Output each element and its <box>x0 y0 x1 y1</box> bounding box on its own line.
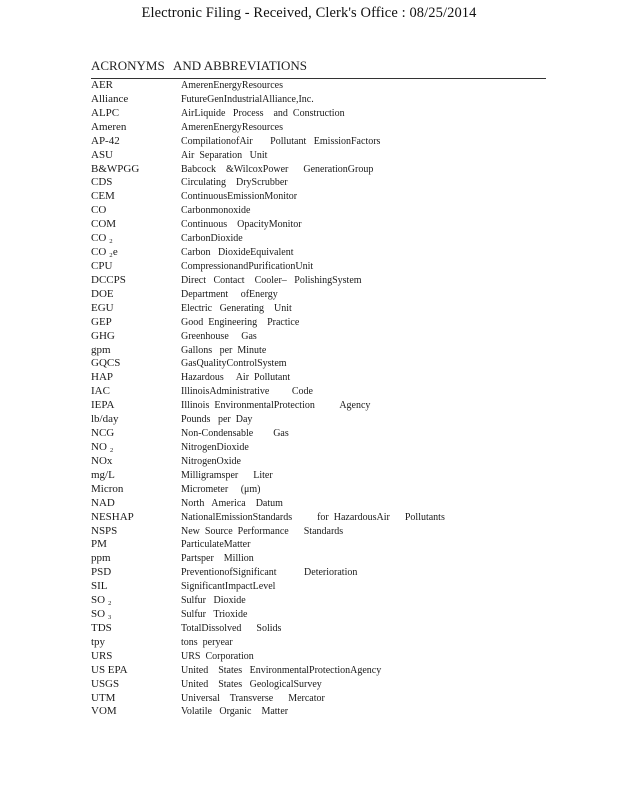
acronym-term: Alliance <box>91 92 129 105</box>
acronym-term: US EPA <box>91 663 128 676</box>
acronym-definition: Volatile Organic Matter <box>181 706 289 718</box>
acronym-definition: Direct Contact Cooler– PolishingSystem <box>181 274 362 286</box>
acronym-definition: North America Datum <box>181 497 283 509</box>
acronym-definition: Micrometer (μm) <box>181 483 261 495</box>
acronym-definition: Continuous OpacityMonitor <box>181 219 302 231</box>
acronym-term: Ameren <box>91 120 127 133</box>
acronym-term: ASU <box>91 148 114 161</box>
acronym-term: EGU <box>91 301 114 314</box>
acronym-term: mg/L <box>91 468 115 481</box>
acronym-row <box>91 441 546 455</box>
acronym-term: NO ₂ <box>91 440 114 453</box>
acronym-definition: Carbon DioxideEquivalent <box>181 247 294 259</box>
acronym-row <box>91 135 546 149</box>
acronym-definition: Non-Condensable Gas <box>181 428 289 440</box>
acronym-row <box>91 371 546 385</box>
acronym-row <box>91 636 546 650</box>
acronym-definition: Department ofEnergy <box>181 288 278 300</box>
acronym-definition: Gallons per Minute <box>181 344 267 356</box>
acronym-definition: Sulfur Trioxide <box>181 609 248 621</box>
acronym-definition: Electric Generating Unit <box>181 302 292 314</box>
acronym-row <box>91 483 546 497</box>
acronym-row <box>91 260 546 274</box>
acronym-row <box>91 664 546 678</box>
acronym-term: PM <box>91 538 107 551</box>
acronym-definition: Greenhouse Gas <box>181 330 257 342</box>
acronym-term: ppm <box>91 552 111 565</box>
acronym-term: UTM <box>91 691 116 704</box>
acronym-row <box>91 608 546 622</box>
acronym-term: ALPC <box>91 106 120 119</box>
filing-header: Electronic Filing - Received, Clerk's Office : 08/25/2014 <box>141 5 477 21</box>
acronym-definition: ContinuousEmissionMonitor <box>181 191 298 203</box>
acronym-definition: URS Corporation <box>181 650 254 662</box>
acronym-definition: United States GeologicalSurvey <box>181 678 322 690</box>
acronym-term: NSPS <box>91 524 118 537</box>
acronym-definition: Hazardous Air Pollutant <box>181 372 291 384</box>
acronym-definition: AmerenEnergyResources <box>181 80 284 91</box>
acronym-definition: NationalEmissionStandards for HazardousAir Pollutants <box>181 511 445 523</box>
acronym-row <box>91 511 546 525</box>
acronym-definition: Pounds per Day <box>181 414 253 426</box>
acronym-term: CDS <box>91 176 113 189</box>
acronym-term: GHG <box>91 329 115 342</box>
acronym-term: USGS <box>91 677 120 690</box>
heading-acronyms: ACRONYMS <box>91 58 165 73</box>
acronym-term: VOM <box>91 705 117 718</box>
acronym-term: AP-42 <box>91 134 120 147</box>
acronym-row <box>91 232 546 246</box>
acronym-term: gpm <box>91 343 111 356</box>
acronym-term: COM <box>91 218 117 231</box>
acronym-row <box>91 176 546 190</box>
acronym-row <box>91 163 546 177</box>
acronym-definition: tons peryear <box>181 636 233 648</box>
acronym-term: tpy <box>91 635 106 648</box>
section-heading <box>91 56 546 79</box>
acronym-row <box>91 302 546 316</box>
acronym-row <box>91 705 546 719</box>
acronym-definition: Partsper Million <box>181 553 254 565</box>
acronym-row <box>91 455 546 469</box>
acronym-list <box>91 79 546 719</box>
acronym-definition: AmerenEnergyResources <box>181 121 284 133</box>
acronym-row <box>91 594 546 608</box>
acronym-term: CPU <box>91 259 113 272</box>
acronym-row <box>91 525 546 539</box>
heading-abbreviations: AND ABBREVIATIONS <box>173 58 307 73</box>
acronym-term: CEM <box>91 190 115 203</box>
acronym-row <box>91 149 546 163</box>
acronym-row <box>91 469 546 483</box>
acronym-definition: FutureGenIndustrialAlliance,Inc. <box>181 93 314 105</box>
acronym-row <box>91 218 546 232</box>
acronym-row <box>91 121 546 135</box>
acronym-definition: New Source Performance Standards <box>181 525 344 537</box>
acronym-definition: Good Engineering Practice <box>181 316 300 328</box>
acronym-term: DCCPS <box>91 273 126 286</box>
acronym-definition: Circulating DryScrubber <box>181 177 288 189</box>
acronym-definition: Babcock &WilcoxPower GenerationGroup <box>181 163 374 175</box>
acronym-term: NAD <box>91 496 115 509</box>
acronym-definition: AirLiquide Process and Construction <box>181 107 345 119</box>
acronym-row <box>91 107 546 121</box>
acronym-row <box>91 246 546 260</box>
acronym-definition: NitrogenOxide <box>181 455 241 467</box>
acronym-row <box>91 330 546 344</box>
acronym-definition: Universal Transverse Mercator <box>181 692 325 704</box>
acronym-term: SIL <box>91 580 108 593</box>
acronym-term: IEPA <box>91 399 115 412</box>
acronym-definition: Carbonmonoxide <box>181 205 251 217</box>
acronym-row <box>91 385 546 399</box>
acronym-row <box>91 93 546 107</box>
acronym-definition: Air Separation Unit <box>181 149 268 161</box>
acronym-term: NCG <box>91 427 115 440</box>
acronym-term: TDS <box>91 621 112 634</box>
acronym-row <box>91 399 546 413</box>
acronym-definition: ParticulateMatter <box>181 539 251 551</box>
acronym-row <box>91 288 546 302</box>
acronym-term: AER <box>91 79 113 91</box>
acronym-term: DOE <box>91 287 114 300</box>
acronym-term: HAP <box>91 371 114 384</box>
acronym-row <box>91 497 546 511</box>
acronym-definition: IllinoisAdministrative Code <box>181 386 313 398</box>
acronym-row <box>91 79 546 93</box>
acronym-row <box>91 357 546 371</box>
acronym-term: Micron <box>91 482 124 495</box>
acronym-term: GEP <box>91 315 112 328</box>
acronym-term: SO ₂ <box>91 594 112 607</box>
acronym-term: URS <box>91 649 113 662</box>
acronym-row <box>91 344 546 358</box>
acronym-row <box>91 580 546 594</box>
acronym-row <box>91 678 546 692</box>
acronym-row <box>91 274 546 288</box>
acronym-row <box>91 566 546 580</box>
acronym-term: SO ₃ <box>91 608 112 621</box>
acronym-term: PSD <box>91 566 112 579</box>
acronym-row <box>91 552 546 566</box>
acronym-row <box>91 622 546 636</box>
acronym-row <box>91 650 546 664</box>
acronym-term: NOx <box>91 454 113 467</box>
acronym-term: CO ₂e <box>91 246 118 259</box>
acronym-definition: SignificantImpactLevel <box>181 581 276 593</box>
acronym-definition: Milligramsper Liter <box>181 469 273 481</box>
acronym-definition: GasQualityControlSystem <box>181 358 287 370</box>
acronym-row <box>91 190 546 204</box>
acronym-row <box>91 316 546 330</box>
acronym-row <box>91 692 546 706</box>
acronym-term: NESHAP <box>91 510 134 523</box>
acronym-definition: CarbonDioxide <box>181 233 243 245</box>
acronym-definition: CompressionandPurificationUnit <box>181 260 314 272</box>
acronym-definition: NitrogenDioxide <box>181 441 249 453</box>
acronym-term: CO ₂ <box>91 232 113 245</box>
acronym-definition: CompilationofAir Pollutant EmissionFactors <box>181 135 381 147</box>
acronym-definition: PreventionofSignificant Deterioration <box>181 567 358 579</box>
acronym-definition: Illinois EnvironmentalProtection Agency <box>181 400 371 412</box>
acronym-term: IAC <box>91 385 110 398</box>
acronym-term: B&WPGG <box>91 162 140 175</box>
acronym-row <box>91 427 546 441</box>
acronym-term: GQCS <box>91 357 121 370</box>
acronym-row <box>91 413 546 427</box>
acronym-term: lb/day <box>91 413 119 426</box>
acronym-definition: Sulfur Dioxide <box>181 595 246 607</box>
acronym-row <box>91 204 546 218</box>
acronym-definition: United States EnvironmentalProtectionAgency <box>181 664 382 676</box>
acronym-term: CO <box>91 204 107 217</box>
acronym-row <box>91 538 546 552</box>
acronym-definition: TotalDissolved Solids <box>181 622 282 634</box>
